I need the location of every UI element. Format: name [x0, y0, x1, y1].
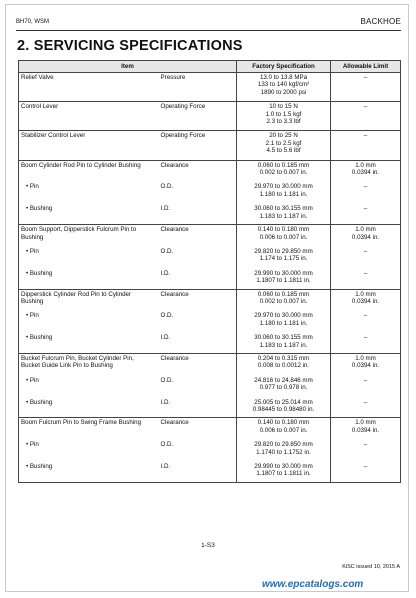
- table-row: [19, 199, 401, 224]
- allowable-limit-cell: 1.0 mm 0.0394 in.: [331, 160, 401, 177]
- allowable-limit-cell: –: [331, 393, 401, 418]
- allowable-limit-cell: –: [331, 371, 401, 393]
- parameter-cell: O.D.: [160, 247, 174, 255]
- table-row: [19, 435, 401, 457]
- table-row: [19, 393, 401, 418]
- table-row: [19, 306, 401, 328]
- table-row: [19, 73, 401, 102]
- table-row: [19, 102, 401, 131]
- factory-spec-cell: 29.970 to 30.000 mm 1.180 to 1.181 in.: [237, 177, 331, 199]
- servicing-spec-table: [18, 60, 401, 483]
- issue-note: KiSC issued 10, 2015 A: [342, 564, 400, 570]
- allowable-limit-cell: –: [331, 328, 401, 353]
- item-cell: • Bushing: [19, 328, 159, 353]
- col-header-limit: Allowable Limit: [331, 61, 401, 73]
- table-row: [19, 328, 401, 353]
- factory-spec-cell: 0.204 to 0.315 mm 0.008 to 0.0012 in.: [237, 353, 331, 370]
- item-cell: Relief Valve: [19, 73, 159, 102]
- allowable-limit-cell: –: [331, 306, 401, 328]
- table-row: [19, 371, 401, 393]
- table-row: [19, 289, 401, 306]
- allowable-limit-cell: –: [331, 102, 401, 131]
- factory-spec-cell: 29.990 to 30.000 mm 1.1807 to 1.1811 in.: [237, 264, 331, 289]
- factory-spec-cell: 29.820 to 29.850 mm 1.1740 to 1.1752 in.: [237, 435, 331, 457]
- item-cell: Dipperstick Cylinder Rod Pin to Cylinder Bushing: [19, 289, 159, 306]
- item-cell: Boom Support, Dipperstick Fulcrum Pin to Bushing: [19, 225, 159, 242]
- parameter-cell: O.D.: [160, 441, 174, 449]
- allowable-limit-cell: –: [331, 435, 401, 457]
- factory-spec-cell: 29.820 to 29.850 mm 1.174 to 1.175 in.: [237, 242, 331, 264]
- factory-spec-cell: 29.990 to 30.000 mm 1.1807 to 1.1811 in.: [237, 457, 331, 482]
- parameter-cell: Operating Force: [159, 102, 237, 131]
- table-row: [19, 131, 401, 160]
- parameter-cell: Operating Force: [159, 131, 237, 160]
- factory-spec-cell: 10 to 15 N 1.0 to 1.5 kgf 2.3 to 3.3 lbf: [237, 102, 331, 131]
- item-cell: • Pin: [19, 177, 159, 199]
- item-cell: Stabilizer Control Lever: [19, 131, 159, 160]
- header-section: BACKHOE: [360, 17, 401, 26]
- item-cell: • Bushing: [19, 264, 159, 289]
- table-row: [19, 242, 401, 264]
- parameter-cell: Clearance: [160, 290, 189, 298]
- factory-spec-cell: 30.060 to 30.155 mm 1.183 to 1.187 in.: [237, 199, 331, 224]
- parameter-cell: I.D.: [159, 199, 237, 224]
- parameter-cell: Clearance: [160, 354, 189, 362]
- item-cell: • Bushing: [19, 393, 159, 418]
- parameter-cell: I.D.: [159, 393, 237, 418]
- allowable-limit-cell: 1.0 mm 0.0394 in.: [331, 225, 401, 242]
- item-cell: • Pin: [19, 306, 159, 328]
- parameter-cell: Clearance: [160, 419, 189, 427]
- table-header-row: [19, 61, 401, 73]
- allowable-limit-cell: 1.0 mm 0.0394 in.: [331, 289, 401, 306]
- parameter-cell: Pressure: [159, 73, 237, 102]
- factory-spec-cell: 0.060 to 0.185 mm 0.002 to 0.007 in.: [237, 160, 331, 177]
- item-cell: Bucket Fulcrum Pin, Bucket Cylinder Pin, Bucket Guide Link Pin to Bushing: [19, 353, 159, 370]
- factory-spec-cell: 20 to 25 N 2.1 to 2.5 kgf 4.5 to 5.6 lbf: [237, 131, 331, 160]
- item-cell: • Pin: [19, 435, 159, 457]
- factory-spec-cell: 0.060 to 0.185 mm 0.002 to 0.007 in.: [237, 289, 331, 306]
- factory-spec-cell: 0.140 to 0.180 mm 0.006 to 0.007 in.: [237, 418, 331, 435]
- item-cell: • Bushing: [19, 199, 159, 224]
- item-cell: • Pin: [19, 371, 159, 393]
- allowable-limit-cell: –: [331, 73, 401, 102]
- parameter-cell: I.D.: [159, 328, 237, 353]
- allowable-limit-cell: –: [331, 177, 401, 199]
- table-row: [19, 160, 401, 177]
- factory-spec-cell: 24.816 to 24.846 mm 0.977 to 0.978 in.: [237, 371, 331, 393]
- allowable-limit-cell: 1.0 mm 0.0394 in.: [331, 353, 401, 370]
- factory-spec-cell: 29.970 to 30.000 mm 1.180 to 1.181 in.: [237, 306, 331, 328]
- allowable-limit-cell: –: [331, 199, 401, 224]
- item-cell: Boom Fulcrum Pin to Swing Frame Bushing: [19, 418, 159, 435]
- factory-spec-cell: 0.140 to 0.180 mm 0.006 to 0.007 in.: [237, 225, 331, 242]
- page-title: 2. SERVICING SPECIFICATIONS: [17, 38, 243, 54]
- header-rule: [16, 30, 401, 31]
- table-row: [19, 177, 401, 199]
- allowable-limit-cell: –: [331, 264, 401, 289]
- table-row: [19, 353, 401, 370]
- col-header-item: Item: [19, 61, 237, 73]
- header-model: BH70, WSM: [16, 19, 50, 25]
- table-row: [19, 457, 401, 482]
- item-cell: Boom Cylinder Rod Pin to Cylinder Bushing: [19, 160, 159, 177]
- factory-spec-cell: 13.0 to 13.8 MPa 133 to 140 kgf/cm² 1890 to 2000 psi: [237, 73, 331, 102]
- factory-spec-cell: 25.005 to 25.014 mm 0.98445 to 0.98480 in.: [237, 393, 331, 418]
- parameter-cell: Clearance: [160, 226, 189, 234]
- parameter-cell: O.D.: [160, 312, 174, 320]
- parameter-cell: O.D.: [160, 376, 174, 384]
- parameter-cell: I.D.: [159, 264, 237, 289]
- item-cell: • Pin: [19, 242, 159, 264]
- page-number: 1-S3: [201, 542, 215, 549]
- allowable-limit-cell: –: [331, 457, 401, 482]
- col-header-factory: Factory Specification: [237, 61, 331, 73]
- allowable-limit-cell: –: [331, 242, 401, 264]
- allowable-limit-cell: –: [331, 131, 401, 160]
- table-row: [19, 225, 401, 242]
- factory-spec-cell: 30.060 to 30.155 mm 1.183 to 1.187 in.: [237, 328, 331, 353]
- parameter-cell: O.D.: [160, 183, 174, 191]
- table-body: [19, 73, 401, 483]
- item-cell: Control Lever: [19, 102, 159, 131]
- allowable-limit-cell: 1.0 mm 0.0394 in.: [331, 418, 401, 435]
- parameter-cell: Clearance: [160, 161, 189, 169]
- watermark-text: www.epcatalogs.com: [262, 579, 364, 590]
- item-cell: • Bushing: [19, 457, 159, 482]
- parameter-cell: I.D.: [159, 457, 237, 482]
- table-row: [19, 264, 401, 289]
- table-row: [19, 418, 401, 435]
